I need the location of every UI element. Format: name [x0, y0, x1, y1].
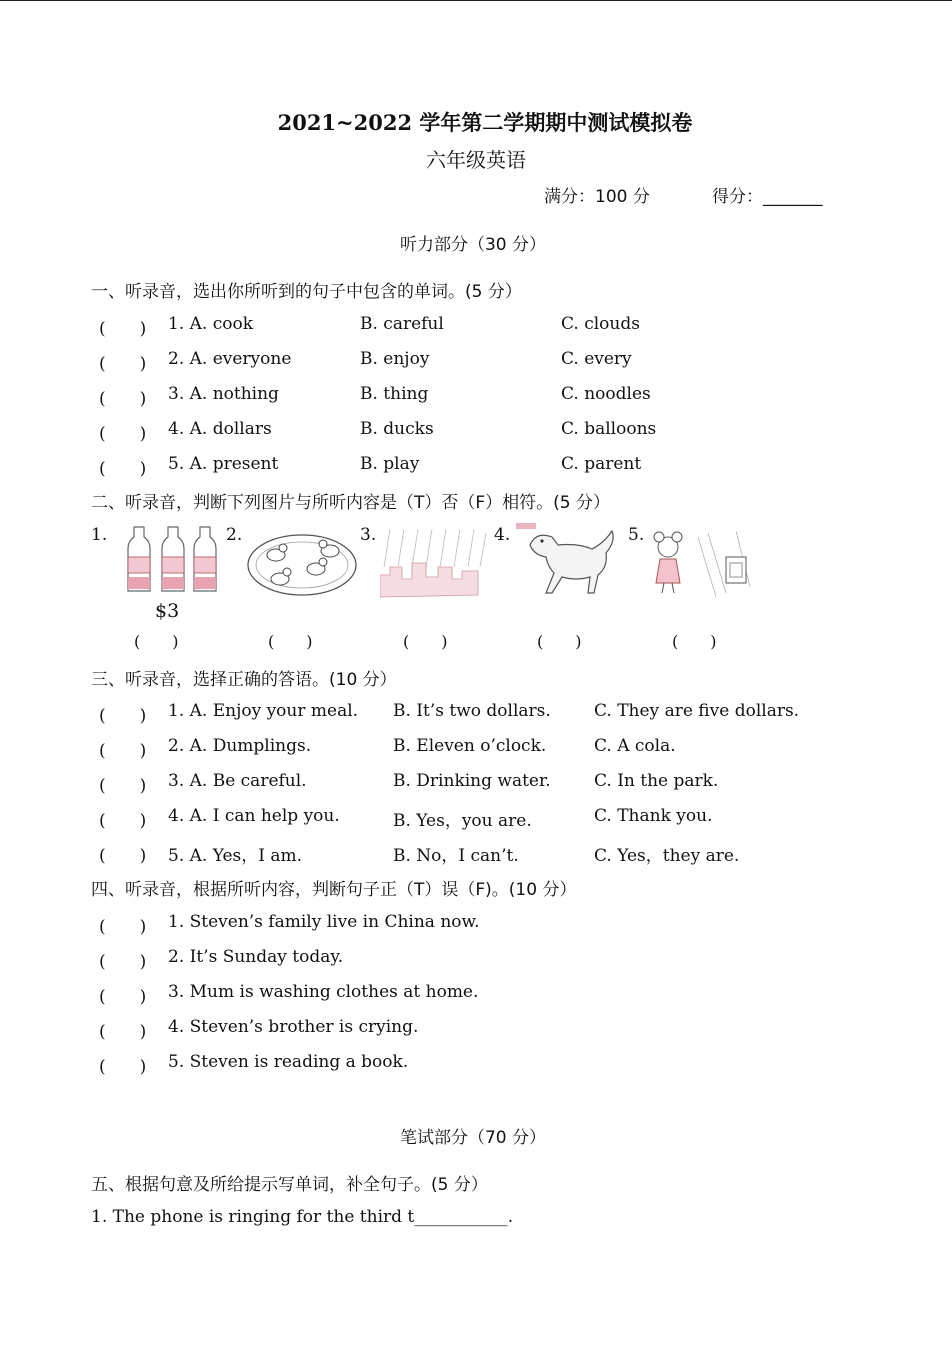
answer-blank[interactable]: ( ): [672, 632, 717, 651]
option-b: B. Eleven o’clock.: [393, 736, 547, 756]
answer-blank[interactable]: ( ): [99, 424, 147, 444]
answer-blank[interactable]: ( ): [99, 389, 147, 409]
section-5-title: 五、根据句意及所给提示写单词，补全句子。(5 分）: [91, 1175, 488, 1195]
rainy-town-picture: [380, 527, 488, 601]
option-c: C. Thank you.: [594, 806, 713, 826]
option-c: C. clouds: [561, 314, 640, 334]
answer-blank[interactable]: ( ): [99, 706, 147, 726]
option-a: 3. A. nothing: [168, 384, 279, 404]
section-1-title: 一、听录音，选出你所听到的句子中包含的单词。(5 分）: [91, 282, 522, 302]
statement: 3. Mum is washing clothes at home.: [168, 982, 479, 1002]
answer-blank[interactable]: ( ): [537, 632, 582, 651]
bottle-icon: [128, 527, 150, 591]
ducks-pond-picture: [246, 529, 358, 599]
option-c: C. A cola.: [594, 736, 676, 756]
answer-blank[interactable]: ( ): [99, 776, 147, 796]
statement: 5. Steven is reading a book.: [168, 1052, 409, 1072]
score-field[interactable]: 得分：_______: [712, 187, 823, 207]
option-c: C. noodles: [561, 384, 651, 404]
answer-blank[interactable]: ( ): [99, 952, 147, 972]
option-b: B. careful: [360, 314, 444, 334]
option-a: 1. A. cook: [168, 314, 253, 334]
option-c: C. parent: [561, 454, 642, 474]
answer-blank[interactable]: ( ): [99, 1057, 147, 1077]
option-a: 4. A. dollars: [168, 419, 272, 439]
option-a: 3. A. Be careful.: [168, 771, 307, 791]
option-a: 2. A. everyone: [168, 349, 292, 369]
statement: 1. Steven’s family live in China now.: [168, 912, 480, 932]
exam-title: 2021~2022 学年第二学期期中测试模拟卷: [277, 110, 693, 135]
picture-number: 2.: [226, 525, 243, 545]
answer-blank[interactable]: ( ): [403, 632, 448, 651]
answer-blank[interactable]: ( ): [99, 354, 147, 374]
statement: 4. Steven’s brother is crying.: [168, 1017, 419, 1037]
answer-blank[interactable]: ( ): [99, 917, 147, 937]
section-2-title: 二、听录音，判断下列图片与所听内容是（T）否（F）相符。(5 分）: [91, 493, 611, 513]
option-b: B. enjoy: [360, 349, 430, 369]
picture-number: 4.: [494, 525, 511, 545]
option-b: B. Drinking water.: [393, 771, 551, 791]
answer-blank[interactable]: ( ): [99, 319, 147, 339]
girl-telephone-picture: [646, 527, 754, 601]
price-caption: $3: [155, 600, 180, 622]
picture-number: 3.: [360, 525, 377, 545]
picture-number: 1.: [91, 525, 108, 545]
option-a: 5. A. present: [168, 454, 279, 474]
option-b: B. ducks: [360, 419, 434, 439]
answer-blank[interactable]: ( ): [99, 811, 147, 831]
option-c: C. every: [561, 349, 632, 369]
option-b: B. thing: [360, 384, 429, 404]
option-a: 5. A. Yes，I am.: [168, 846, 303, 866]
answer-blank[interactable]: ( ): [134, 632, 179, 651]
section-4-title: 四、听录音，根据所听内容，判断句子正（T）误（F)。(10 分）: [91, 880, 577, 900]
option-a: 4. A. I can help you.: [168, 806, 340, 826]
answer-blank[interactable]: ( ): [99, 459, 147, 479]
fill-in-question[interactable]: 1. The phone is ringing for the third t___________.: [91, 1207, 514, 1227]
answer-blank[interactable]: ( ): [268, 632, 313, 651]
option-c: C. In the park.: [594, 771, 719, 791]
full-marks: 满分：100 分: [544, 187, 650, 207]
dog-picture: [516, 523, 618, 603]
option-b: B. No，I can’t.: [393, 846, 519, 866]
option-b: B. It’s two dollars.: [393, 701, 551, 721]
option-a: 1. A. Enjoy your meal.: [168, 701, 359, 721]
option-b: B. Yes，you are.: [393, 811, 532, 831]
answer-blank[interactable]: ( ): [99, 741, 147, 761]
option-c: C. Yes，they are.: [594, 846, 740, 866]
answer-blank[interactable]: ( ): [99, 846, 147, 866]
option-a: 2. A. Dumplings.: [168, 736, 312, 756]
cola-bottles-picture: [126, 523, 222, 595]
answer-blank[interactable]: ( ): [99, 987, 147, 1007]
listening-heading: 听力部分（30 分）: [399, 235, 547, 255]
statement: 2. It’s Sunday today.: [168, 947, 344, 967]
answer-blank[interactable]: ( ): [99, 1022, 147, 1042]
option-b: B. play: [360, 454, 420, 474]
section-3-title: 三、听录音，选择正确的答语。(10 分）: [91, 670, 397, 690]
writing-heading: 笔试部分（70 分）: [399, 1128, 547, 1148]
option-c: C. balloons: [561, 419, 657, 439]
option-c: C. They are five dollars.: [594, 701, 800, 721]
picture-number: 5.: [628, 525, 645, 545]
exam-subtitle: 六年级英语: [426, 148, 526, 172]
